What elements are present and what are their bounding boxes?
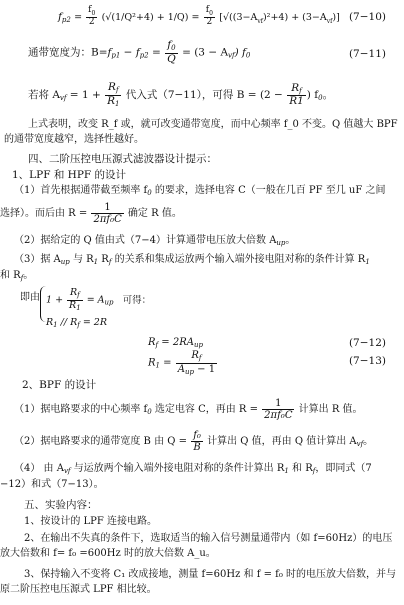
item-2-1: （1）据电路要求的中心频率 $f_0$ 选定电容 C，再由 R = $\frac{1}{\text{2πf₀C}}$ 计算出 R 值。: [14, 398, 363, 421]
experiment-1: 1、按设计的 LPF 连接电路。: [24, 516, 158, 527]
system-line-1: 1 + $\frac{R_f}{R_1}$ = $A_{up}$ 可得：: [46, 287, 152, 312]
equation-7-13: $R_1$ = $\frac{R_f}{A_{up} - 1}$: [148, 350, 216, 376]
bandwidth-prefix: 通带宽度为：B=: [28, 46, 108, 59]
item-1-heading: 1、LPF 和 HPF 的设计: [12, 169, 127, 181]
system-line-2: $R_1 // R_f = 2R$: [46, 317, 108, 329]
equation-7-12: $R_f = 2RA_{up}$: [148, 337, 203, 349]
item-2-heading: 2、BPF 的设计: [22, 379, 97, 391]
system-lead: 即由: [20, 292, 40, 303]
experiment-2: 2、在输出不失真的条件下，选取适当的输入信号测量通带内（如 f=60Hz）的电压放大倍数和 f= f₀ =600Hz 时的放大倍数 A_u。: [0, 533, 393, 559]
item-1-1-line-a: （1）首先根据通带截至频率 $f_0$ 的要求，选择电容 C（一般在几百 PF 至几 uF 之间: [14, 185, 386, 197]
item-1-3-line-a: （3）据 $A_{up}$ 与 $R_1$ $R_f$ 的关系和集成运放两个输入端外接电阻对称的条件计算 $R_1$: [14, 254, 370, 266]
item-1-2: （2）据给定的 Q 值由式（7−4）计算通带电压放大倍数 $A_{up}$。: [14, 235, 296, 247]
item-2-3-line-b: −12）和式（7−13）。: [0, 479, 104, 490]
equation-number-7-11: (7−11): [348, 48, 386, 60]
item-2-2: （2）据电路要求的通带宽度 B 由 Q = $\frac{\text{f₀}}{B}$ 计算出 Q 值，再由 Q 值计算出 $A_{vf}$。: [14, 430, 374, 453]
equation-number-7-13: (7−13): [348, 355, 386, 367]
section-4-heading: 四、二阶压控电压源式滤波器设计提示：: [28, 153, 217, 165]
item-1-3-line-b: 和 $R_f$。: [0, 270, 34, 282]
bandwidth-equation: 通带宽度为：$B=f_{p1} - f_{p2}$ = $\frac{f_0}{Q}$ = $(3 - A_{vf})$ $f_0$: [28, 39, 251, 65]
substitution-line: 若将 $A_{vf} = 1$ + $\frac{R_f}{R_1}$ 代入式（7−11），可得 B = (2 − $\frac{R_f}{R1}$ ) $f_0$。: [28, 81, 334, 108]
paragraph-q-explanation: 上式表明，改变 R_f 或，就可改变通带宽度，而中心频率 f_0 不变。Q 值越大 BPF 的通带宽度越窄，选择性越好。: [4, 119, 398, 145]
item-2-3-line-a: （4） 由 $A_{vf}$ 与运放两个输入端外接电阻对称的条件计算出 $R_1$ 和 $R_f$，即同式（7: [14, 463, 372, 475]
equation-7-10: $f_{p2}$ = $\frac{f_0}{2}$ (√(1/Q²+4) + 1/Q) = $\frac{f_0}{2}$ $[√((3-A_{vf})^2+4) + (3-A_{vf})]$: [58, 5, 340, 28]
item-1-1-line-b: 选择）。而后由 R = $\frac{1}{\text{2πf₀C}}$ 确定 R 值。: [0, 202, 182, 225]
equation-number-7-12: (7−12): [348, 337, 386, 349]
experiment-3: 3、保持输入不变将 C₁ 改成接地，测量 f=60Hz 和 f = f₀ 时的电压放大倍数，并与原二阶压控电压源式 LPF 相比较。: [0, 569, 397, 595]
section-5-heading: 五、实验内容：: [24, 499, 98, 511]
equation-number-7-10: (7−10): [348, 11, 386, 23]
